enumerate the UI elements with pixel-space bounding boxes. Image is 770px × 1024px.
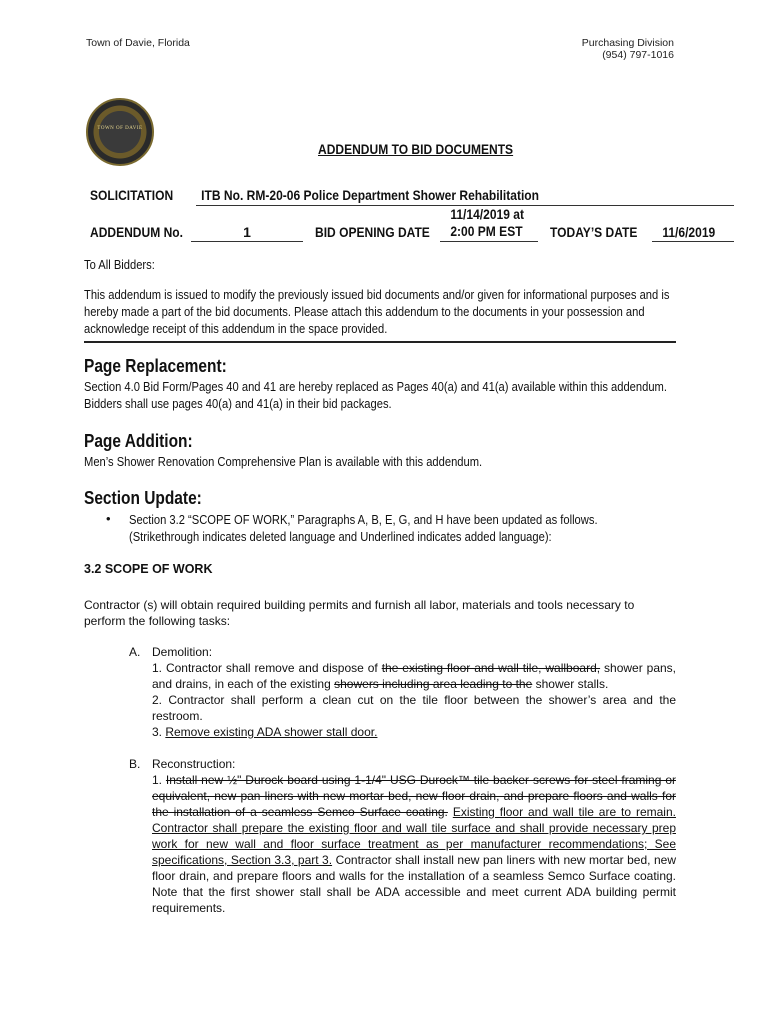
page-addition-heading: Page Addition:	[84, 431, 193, 451]
solicitation-label: SOLICITATION	[90, 187, 174, 203]
reconstruction-item-1-post: Contractor shall install new pan liners with new mortar bed, new floor drain, and prepare floors and walls for the installation of a seamless Semco Surface coating. Note that the first shower stall shall be ADA accessible and meet current ADA building permit requirements.	[152, 853, 676, 915]
reconstruction-title: Reconstruction:	[152, 757, 236, 771]
section-update-bullet	[129, 511, 598, 545]
intro-paragraph: This addendum is issued to modify the previously issued bid documents and/or given for informational purposes and is hereby made a part of the bid documents. Please attach this addendum to the documents in your possession and acknowledge receipt of this addendum in the space provided.	[84, 287, 670, 336]
reconstruction-item-1-num: 1.	[152, 773, 166, 787]
town-seal-text: TOWN OF DAVIE	[97, 126, 143, 131]
reconstruction-item-1-added: Existing floor and wall tile are to remain. Contractor shall prepare the existing floor and wall tile surface and shall provide necessary prep work for new wall and floor surface treatment as per manufacturer recommendations; See specifications, Section 3.3, part 3.	[152, 805, 676, 867]
demolition-item-3	[152, 724, 377, 740]
intro-block	[84, 286, 676, 343]
bid-opening-label: BID OPENING DATE	[315, 224, 430, 240]
salutation: To All Bidders:	[84, 257, 155, 272]
solicitation-field	[196, 187, 734, 206]
demolition-item-3-added: Remove existing ADA shower stall door.	[165, 725, 378, 739]
solicitation-value: ITB No. RM-20-06 Police Department Shower Rehabilitation	[201, 187, 540, 203]
todays-date-value: 11/6/2019	[662, 224, 716, 240]
page-replacement-text: Section 4.0 Bid Form/Pages 40 and 41 are hereby replaced as Pages 40(a) and 41(a) available within this addendum. Bidders shall use pages 40(a) and 41(a) in their bid packages.	[84, 379, 667, 411]
demolition-item-1-post: shower stalls.	[532, 677, 609, 691]
page-addition-text: Men’s Shower Renovation Comprehensive Plan is available with this addendum.	[84, 454, 483, 469]
demolition-title: Demolition:	[152, 645, 213, 659]
reconstruction-item-1-deleted: Install new ½" Durock board using 1-1/4" USG Durock™ tile backer screws for steel framing or equivalent, new pan liners with new mortar bed, new floor drain, and prepare floors and walls for the installation of a seamless Semco Surface coating.	[152, 773, 676, 819]
bid-opening-time: 2:00 PM EST	[450, 223, 523, 239]
scope-intro: Contractor (s) will obtain required building permits and furnish all labor, materials and tools necessary to perform the following tasks:	[84, 598, 635, 628]
reconstruction-letter: B.	[129, 757, 141, 771]
addendum-number-field	[191, 224, 303, 242]
scope-heading: 3.2 SCOPE OF WORK	[84, 562, 213, 576]
demolition-item-1-deleted-2: showers including area leading to the	[334, 677, 533, 691]
header-division	[582, 37, 674, 61]
addendum-number-value: 1	[243, 224, 251, 240]
demolition-item-1-deleted-1: the existing floor and wall tile, wallboard,	[381, 661, 601, 675]
demolition-item-1-pre: 1. Contractor shall remove and dispose of	[152, 661, 382, 675]
header-town: Town of Davie, Florida	[86, 37, 190, 49]
todays-date-field	[652, 224, 734, 242]
demolition-item-3-num: 3.	[152, 725, 166, 739]
section-update-line2: (Strikethrough indicates deleted language and Underlined indicates added language):	[129, 529, 552, 544]
demolition-letter: A.	[129, 645, 141, 659]
addendum-label: ADDENDUM No.	[90, 224, 183, 240]
page-replacement-heading: Page Replacement:	[84, 356, 227, 376]
section-update-heading: Section Update:	[84, 488, 202, 508]
demolition-item-1	[152, 660, 676, 692]
demolition-item-1-mid: shower pans, and drains, in each of the existing	[152, 661, 677, 691]
bid-opening-field	[440, 206, 538, 242]
demolition-item-2: 2. Contractor shall perform a clean cut on the tile floor between the shower’s area and the restroom.	[152, 693, 676, 723]
reconstruction-item-1	[152, 772, 676, 916]
page-title: ADDENDUM TO BID DOCUMENTS	[318, 141, 514, 157]
todays-date-label: TODAY’S DATE	[550, 224, 638, 240]
town-seal-logo	[86, 98, 154, 166]
header-division-name: Purchasing Division	[581, 37, 674, 49]
section-update-line1: Section 3.2 “SCOPE OF WORK,” Paragraphs A, B, E, G, and H have been updated as follows.	[129, 512, 598, 527]
bid-opening-date: 11/14/2019 at	[450, 206, 524, 222]
header-division-phone: (954) 797-1016	[602, 49, 674, 61]
bullet-dot-icon: •	[106, 511, 111, 526]
